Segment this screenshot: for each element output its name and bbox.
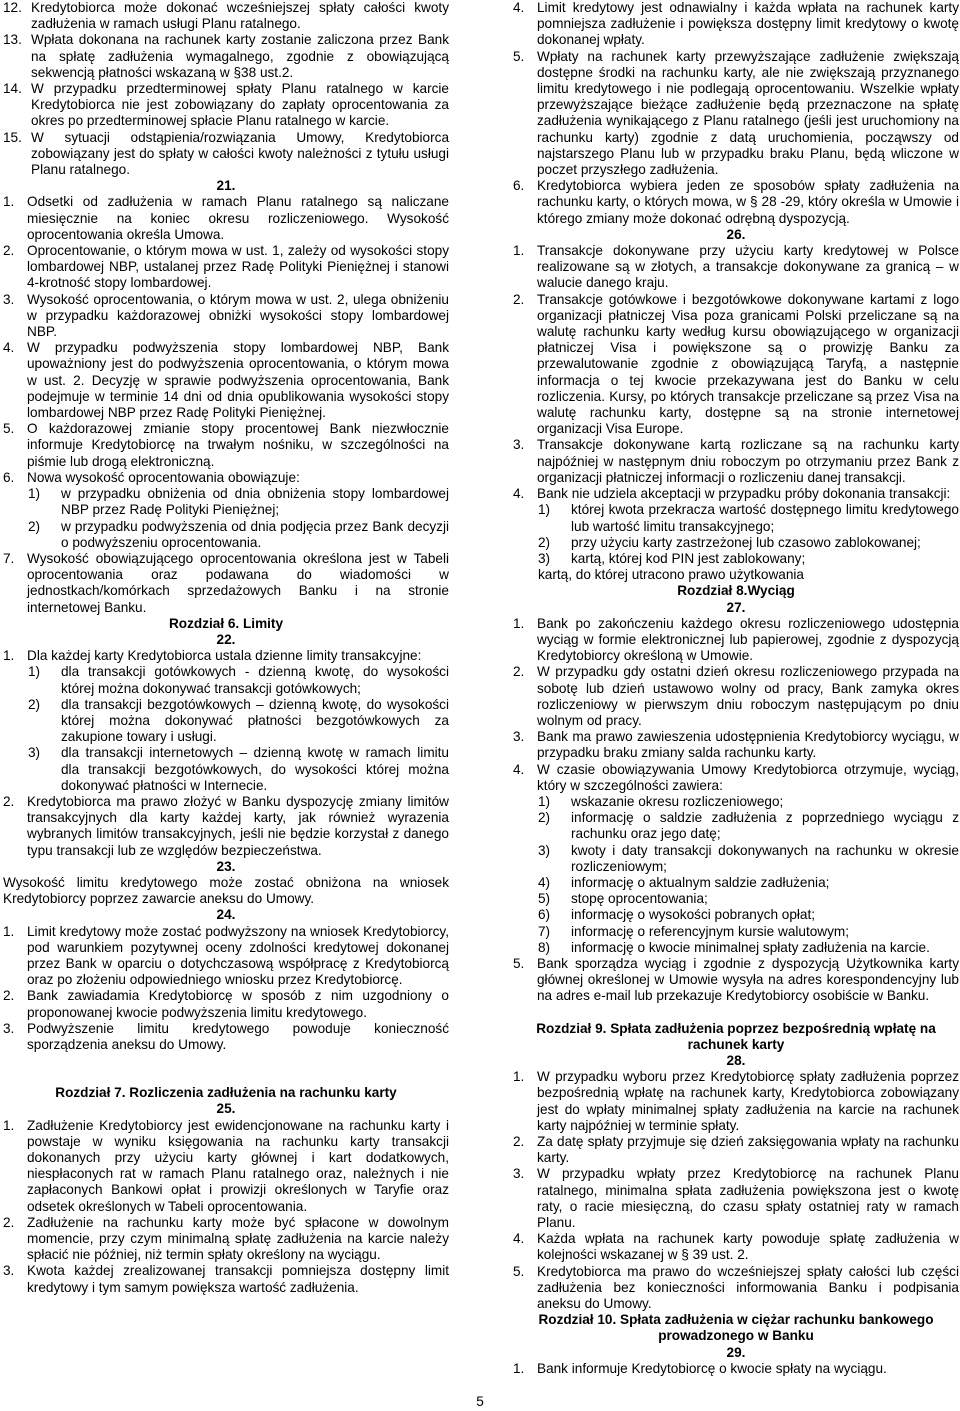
item-text: której kwota przekracza wartość dostępnego limitu kredytowego lub wartość limitu transakcyjnego; (571, 502, 959, 534)
numbered-paragraph (3, 421, 449, 470)
item-text: dla transakcji internetowych – dzienną kwotę w ramach limitu dla transakcji bezgotówkowych, do wysokości której można dokonywać płatności w Internecie. (61, 745, 449, 793)
item-number: 3. (3, 1263, 15, 1279)
item-number: 15. (3, 129, 22, 145)
item-number: 2. (3, 988, 15, 1004)
section-heading: 21. (216, 178, 236, 194)
section-heading: 25. (216, 1101, 236, 1117)
item-text: informację o saldzie zadłużenia z poprzedniego wyciągu z rachunku oraz jego datę; (571, 810, 959, 842)
section-heading: 29. (726, 1344, 746, 1360)
item-text: Zadłużenie na rachunku karty może być spłacone w dowolnym momencie, przy czym minimalną spłatę zadłużenia na karcie należy spłacić nie później, niż termin spłaty określony na wyciągu. (27, 1214, 449, 1263)
numbered-paragraph (513, 243, 959, 292)
item-text: Transakcje gotówkowe i bezgotówkowe dokonywane kartami z logo organizacji płatniczej Visa poza granicami Polski przeliczane są na walutę rachunku karty według kursu obowiązującego w organizacji płatniczej Visa i powiększone są o prowizję Banku za przewalutowanie zgodnie z obowiązującą Taryfą, a następnie informacja o tej kwocie przekazywana jest do Banku w celu rozliczenia. Kursy, po których transakcje przeliczane są przez Visa na walutę rachunku karty, dostępne są na stronie internetowej organizacji Visa Europe. (537, 291, 959, 437)
item-number: 3. (513, 729, 525, 745)
section-heading: Rozdział 7. Rozliczenia zadłużenia na rachunku karty (55, 1085, 397, 1101)
item-text: Nowa wysokość oprocentowania obowiązuje: (27, 469, 300, 485)
item-text: W przypadku przedterminowej spłaty Planu ratalnego w karcie Kredytobiorca nie jest zobowiązany do zapłaty oprocentowania za okres po przedterminowej spłacie Planu ratalnego w karcie. (31, 81, 449, 129)
item-text: Limit kredytowy jest odnawialny i każda wpłata na rachunek karty pomniejsza zadłużenie i powiększa dostępny limit kredytowy o kwotę dokonanej wpłaty. (537, 0, 959, 48)
item-text: informację o aktualnym saldzie zadłużenia; (571, 874, 830, 890)
numbered-paragraph (3, 648, 449, 664)
item-number: 6) (538, 907, 551, 923)
item-number: 3) (538, 842, 551, 858)
item-text: stopę oprocentowania; (571, 891, 708, 907)
item-number: 3. (3, 291, 15, 307)
section-heading: Rozdział 9. Spłata zadłużenia poprzez bezpośrednią wpłatę na rachunek karty (536, 1020, 936, 1052)
item-text: W sytuacji odstąpienia/rozwiązania Umowy, Kredytobiorca zobowiązany jest do spłaty w całości kwoty należności z tytułu usługi Planu ratalnego. (31, 129, 449, 178)
spacer (513, 1005, 959, 1021)
item-number: 4) (538, 874, 551, 890)
item-number: 2. (3, 793, 15, 809)
item-text: Kredytobiorca ma prawo złożyć w Banku dyspozycję zmiany limitów transakcyjnych dla karty każdej karty, jak również wyrazenia wybranych limitów transakcyjnych, jeśli nie będzie korzystał z danego typu transakcji lub ze względów bezpieczeństwa. (27, 793, 449, 858)
item-text: Bank nie udziela akceptacji w przypadku próby dokonania transakcji: (537, 486, 951, 502)
sub-list-item (513, 891, 959, 907)
item-number: 7) (538, 923, 551, 939)
item-number: 3. (513, 437, 525, 453)
item-text: Wpłaty na rachunek karty przewyższające zadłużenie zwiększają dostępne środki na rachunku karty, ale nie zwiększają przyznanego limitu kredytowego i nie podlegają oprocentowaniu. Wszelkie wpłaty przewyższające bieżące zadłużenie będą przeznaczone na spłatę zadłużenia wynikającego z Planu ratalnego (jeśli jest uruchomiony na rachunku karty) zgodnie z datą uruchomienia, począwszy od najstarszego Planu lub w przypadku braku Planu, będą wliczone w poczet przyszłego zadłużenia. (537, 48, 959, 178)
numbered-paragraph (3, 1021, 449, 1053)
item-number: 4. (513, 0, 525, 15)
item-text: Wysokość obowiązującego oprocentowania określona jest w Tabeli oprocentowania oraz podawana do wiadomości w jednostkach/komórkach sprzedażowych Banku i na stronie internetowej Banku. (27, 550, 449, 615)
section-heading: Rozdział 8.Wyciąg (677, 583, 795, 599)
item-text: informację o referencyjnym kursie walutowym; (571, 923, 850, 939)
numbered-paragraph (3, 130, 449, 179)
item-text: Zadłużenie Kredytobiorcy jest ewidencjonowane na rachunku karty i powstaje w wyniku księgowania na rachunku karty transakcji dokonanych przy użyciu karty głównej i kart dodatkowych, niespłaconych rat w ramach Planu ratalnego oraz, należnych i nie zapłaconych Bankowi opłat i prowizji określonych w Taryfie oraz odsetek określonych w Tabeli oprocentowania. (27, 1117, 449, 1214)
numbered-paragraph (513, 1231, 959, 1263)
numbered-paragraph (513, 616, 959, 665)
sub-list-item (513, 551, 959, 567)
item-text: Wpłata dokonana na rachunek karty zostanie zaliczona przez Bank na spłatę zadłużenia wymagalnego, zgodnie z obowiązującą sekwencją płatności wskazaną w §38 ust.2. (31, 32, 449, 80)
item-text: W przypadku gdy ostatni dzień okresu rozliczeniowego przypada na sobotę lub dzień ustawowo wolny od pracy, Bank zamyka okres rozliczeniowy w pierwszym dniu roboczym następującym po dniu wolnym od pracy. (537, 664, 959, 728)
right-column (513, 0, 959, 1377)
item-number: 1. (513, 1360, 525, 1376)
item-text: Każda wpłata na rachunek karty powoduje spłatę zadłużenia w kolejności wskazanej w § 39 ust. 2. (537, 1231, 959, 1263)
item-text: Bank informuje Kredytobiorcę o kwocie spłaty na wyciągu. (537, 1360, 887, 1376)
sub-list-item (513, 924, 959, 940)
numbered-paragraph (3, 243, 449, 292)
item-number: 2) (28, 696, 41, 712)
item-text: Transakcje dokonywane przy użyciu karty kredytowej w Polsce realizowane są w złotych, a transakcje dokonywane za granicą – w walucie danego kraju. (537, 243, 959, 291)
item-text: Kredytobiorca wybiera jeden ze sposobów spłaty zadłużenia na rachunku karty, o których mowa, w § 28 -29, który określa w Umowie i którego zmiany może dokonać odrębną dyspozycją. (537, 178, 959, 226)
numbered-paragraph (3, 1118, 449, 1215)
item-text: przy użyciu karty zastrzeżonej lub czasowo zablokowanej; (571, 534, 921, 550)
item-number: 3) (28, 745, 41, 761)
item-text: kwoty i daty transakcji dokonywanych na rachunku w okresie rozliczeniowym; (571, 842, 959, 874)
item-text: W przypadku podwyższenia stopy lombardowej NBP, Bank upoważniony jest do podwyższenia oprocentowania, o którym mowa w ust. 2. Decyzję w sprawie podwyższenia oprocentowania, Bank podejmuje w terminie 14 dni od dnia opublikowania wysokości stopy lombardowej NBP przez Radę Polityki Pieniężnej. (27, 340, 449, 421)
numbered-paragraph (513, 49, 959, 179)
item-number: 8) (538, 939, 551, 955)
item-text: informację o kwocie minimalnej spłaty zadłużenia na karcie. (571, 939, 930, 955)
section-heading: 23. (216, 858, 236, 874)
item-number: 3. (513, 1166, 525, 1182)
item-number: 1) (538, 793, 551, 809)
section-heading: 26. (726, 226, 746, 242)
item-number: 4. (513, 1231, 525, 1247)
item-number: 6. (513, 178, 525, 194)
section-heading: 28. (726, 1053, 746, 1068)
numbered-paragraph (3, 0, 449, 32)
item-text: Za datę spłaty przyjmuje się dzień zaksięgowania wpłaty na rachunku karty. (537, 1134, 959, 1166)
body-paragraph: Wysokość limitu kredytowego może zostać obniżona na wniosek Kredytobiorcy poprzez zawarcie aneksu do Umowy. (3, 874, 449, 907)
spacer (3, 1053, 449, 1085)
sub-list-item (513, 907, 959, 923)
item-text: dla transakcji gotówkowych - dzienną kwotę, do wysokości której można dokonywać transakcji gotówkowych; (61, 664, 449, 696)
item-text: W czasie obowiązywania Umowy Kredytobiorca otrzymuje, wyciąg, który w szczególności zawiera: (537, 761, 959, 793)
numbered-paragraph (513, 762, 959, 794)
item-number: 13. (3, 32, 22, 48)
numbered-paragraph (3, 794, 449, 859)
numbered-paragraph (513, 178, 959, 227)
item-number: 2. (513, 1134, 525, 1150)
item-number: 4. (3, 340, 15, 356)
numbered-paragraph (513, 664, 959, 729)
item-number: 1. (3, 1117, 15, 1133)
item-text: informację o wysokości pobranych opłat; (571, 907, 816, 923)
numbered-paragraph (3, 81, 449, 130)
item-number: 5. (513, 48, 525, 64)
item-text: Odsetki od zadłużenia w ramach Planu ratalnego są naliczane miesięcznie na koniec okresu rozliczeniowego. Wysokość oprocentowania określa Umowa. (27, 194, 449, 242)
item-number: 7. (3, 550, 15, 566)
item-number: 4. (513, 761, 525, 777)
section-heading: 24. (216, 907, 236, 923)
numbered-paragraph (3, 988, 449, 1020)
item-text: wskazanie okresu rozliczeniowego; (571, 793, 784, 809)
item-text: Podwyższenie limitu kredytowego powoduje konieczność sporządzenia aneksu do Umowy. (27, 1020, 449, 1052)
continuation-text: kartą, do której utracono prawo użytkowania (538, 567, 804, 583)
item-number: 1. (3, 923, 15, 939)
sub-list-item (3, 664, 449, 696)
sub-list-item (3, 486, 449, 518)
numbered-paragraph (513, 0, 959, 49)
item-number: 5. (3, 421, 15, 437)
numbered-paragraph (513, 1134, 959, 1166)
sub-list-item (3, 745, 449, 794)
numbered-paragraph (3, 340, 449, 421)
sub-list-item (513, 794, 959, 810)
item-number: 3) (538, 550, 551, 566)
numbered-paragraph (513, 292, 959, 438)
item-number: 2) (538, 534, 551, 550)
numbered-paragraph (3, 32, 449, 81)
numbered-paragraph (3, 1215, 449, 1264)
item-text: Kwota każdej zrealizowanej transakcji pomniejsza dostępny limit kredytowy i tym samym powiększa wartość zadłużenia. (27, 1263, 449, 1295)
left-column (3, 0, 449, 1296)
sub-list-item (513, 843, 959, 875)
item-number: 12. (3, 0, 22, 15)
numbered-paragraph (3, 292, 449, 341)
item-number: 1) (28, 664, 41, 680)
item-text: kartą, której kod PIN jest zablokowany; (571, 550, 806, 566)
sub-list-item (3, 697, 449, 746)
item-text: Bank ma prawo zawieszenia udostępnienia Kredytobiorcy wyciągu, w przypadku braku zmiany salda rachunku karty. (537, 729, 959, 761)
item-text: Limit kredytowy może zostać podwyższony na wniosek Kredytobiorcy, pod warunkiem pozytywnej oceny zdolności kredytowej dokonanej przez Bank w oparciu o dotychczasową współpracę z Kredytobiorcą oraz po złożeniu odpowiedniego wniosku przez Kredytobiorcę. (27, 923, 449, 988)
page-number: 5 (476, 1394, 484, 1409)
section-heading: 22. (216, 631, 236, 647)
numbered-paragraph (513, 956, 959, 1005)
item-number: 5) (538, 891, 551, 907)
item-number: 1. (513, 1069, 525, 1085)
item-text: W przypadku wpłaty przez Kredytobiorcę na rachunek Planu ratalnego, minimalna spłata zadłużenia powiększona jest o kwotę raty, o racie miesięczną, do czasu spłaty ostatniej raty w ramach Planu. (537, 1166, 959, 1231)
item-number: 6. (3, 469, 15, 485)
item-number: 2. (3, 1214, 15, 1230)
sub-list-item (3, 519, 449, 551)
sub-list-item (513, 940, 959, 956)
item-text: Kredytobiorca może dokonać wcześniejszej spłaty całości kwoty zadłużenia w ramach usługi Planu ratalnego. (31, 0, 449, 32)
numbered-paragraph (513, 437, 959, 486)
sub-list-item (513, 875, 959, 891)
item-number: 2. (513, 291, 525, 307)
item-text: O każdorazowej zmianie stopy procentowej Bank niezwłocznie informuje Kredytobiorcę na trwałym nośniku, w szczególności na piśmie lub drogą elektroniczną. (27, 421, 449, 469)
item-text: Bank sporządza wyciąg i zgodnie z dyspozycją Użytkownika karty głównej określonej w Umowie wysyła na adres korespondencyjny lub na adres e-mail lub przekazuje Kredytobiorcy osobiście w Banku. (537, 955, 959, 1004)
numbered-paragraph (3, 924, 449, 989)
item-number: 2) (538, 810, 551, 826)
item-number: 4. (513, 486, 525, 502)
item-number: 2. (3, 243, 15, 259)
item-number: 2) (28, 518, 41, 534)
sub-list-item (513, 535, 959, 551)
item-text: dla transakcji bezgotówkowych – dzienną kwotę, do wysokości której można dokonywać płatności bezgotówkowych za zakupione towary i usługi. (61, 696, 449, 745)
numbered-paragraph (513, 729, 959, 761)
numbered-paragraph (513, 1361, 959, 1377)
item-number: 5. (513, 1263, 525, 1279)
item-text: Transakcje dokonywane kartą rozliczane są na rachunku karty najpóźniej w następnym dniu roboczym po otrzymaniu przez Bank z organizacji płatniczej informacji o rozliczeniu danej transakcji. (537, 437, 959, 485)
numbered-paragraph (3, 194, 449, 243)
item-number: 1. (513, 243, 525, 259)
item-number: 1. (3, 194, 15, 210)
numbered-paragraph (513, 1166, 959, 1231)
numbered-paragraph (3, 551, 449, 616)
sub-list-item (513, 502, 959, 534)
numbered-paragraph (3, 1263, 449, 1295)
item-number: 2. (513, 664, 525, 680)
numbered-paragraph (513, 486, 959, 502)
item-number: 3. (3, 1020, 15, 1036)
section-heading: 27. (726, 599, 746, 615)
numbered-paragraph (513, 1264, 959, 1313)
item-number: 5. (513, 955, 525, 971)
numbered-paragraph (513, 1069, 959, 1134)
item-text: Wysokość oprocentowania, o którym mowa w ust. 2, ulega obniżeniu w przypadku każdorazowej obniżki wysokości stopy lombardowej NBP. (27, 291, 449, 340)
item-text: w przypadku podwyższenia od dnia podjęcia przez Bank decyzji o podwyższeniu oprocentowania. (61, 518, 449, 550)
section-heading: Rozdział 6. Limity (168, 615, 284, 631)
item-text: Bank zawiadamia Kredytobiorcę w sposób z nim uzgodniony o proponowanej kwocie podwyższenia limitu kredytowego. (27, 988, 449, 1020)
item-text: Oprocentowanie, o którym mowa w ust. 1, zależy od wysokości stopy lombardowej NBP, ustalanej przez Radę Polityki Pieniężnej i stanowi 4-krotność stopy lombardowej. (27, 243, 449, 291)
item-number: 14. (3, 81, 22, 97)
item-text: Dla każdej karty Kredytobiorca ustala dzienne limity transakcyjne: (27, 648, 422, 664)
item-text: Bank po zakończeniu każdego okresu rozliczeniowego udostępnia wyciąg w formie elektronicznej lub papierowej, zgodnie z dyspozycją Kredytobiorcy określoną w Umowie. (537, 615, 959, 664)
item-number: 1. (3, 648, 15, 664)
item-text: w przypadku obniżenia od dnia obniżenia stopy lombardowej NBP przez Radę Polityki Pieniężnej; (61, 486, 449, 518)
section-heading: Rozdział 10. Spłata zadłużenia w ciężar rachunku bankowego prowadzonego w Banku (538, 1312, 934, 1344)
item-number: 1) (28, 486, 41, 502)
item-number: 1. (513, 615, 525, 631)
sub-list-item (513, 810, 959, 842)
item-text: Kredytobiorca ma prawo do wcześniejszej spłaty całości lub części zadłużenia bez konieczności informowania Banku i podpisania aneksu do Umowy. (537, 1263, 959, 1312)
item-text: W przypadku wyboru przez Kredytobiorcę spłaty zadłużenia poprzez bezpośrednią wpłatę na rachunek karty, Kredytobiorca zobowiązany jest do wpłaty minimalnej spłaty zadłużenia na karcie na rachunek karty najpóźniej w terminie spłaty. (537, 1069, 959, 1133)
item-number: 1) (538, 502, 551, 518)
numbered-paragraph (3, 470, 449, 486)
